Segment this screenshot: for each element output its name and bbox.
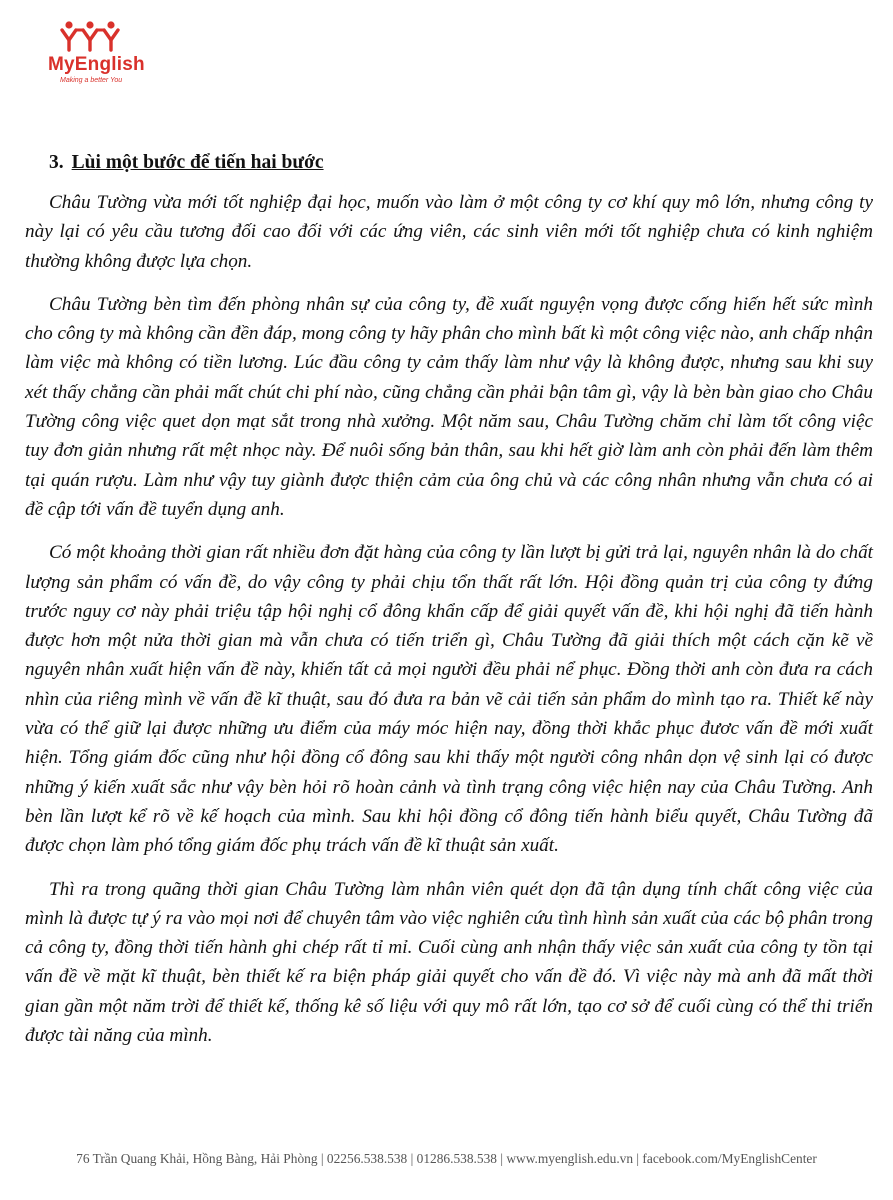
paragraph-3: Có một khoảng thời gian rất nhiều đơn đặt hàng của công ty lần lượt bị gửi trả lại, nguyên nhân là do chất lượng sản phẩm có vấn đề, do vậy công ty phải chịu tổn thất rất lớn. Hội đồng quản trị của công ty đứng trước nguy cơ này phải triệu tập hội nghị cổ đông khẩn cấp để giải quyết vấn đề, khi hội nghị đã tiến hành được hơn một nửa thời gian mà vẫn chưa có tiến triển gì, Châu Tường đã giải thích một cách cặn kẽ về nguyên nhân xuất hiện vấn đề này, khiến tất cả mọi người đều phải nể phục. Đồng thời anh còn đưa ra cách nhìn của riêng mình về vấn đề kĩ thuật, sau đó đưa ra bản vẽ cải tiến sản phẩm do mình tạo ra. Thiết kế này vừa có thể giữ lại được những ưu điểm của máy móc hiện nay, đồng thời khắc phục đươc vấn đề mới xuất hiện. Tổng giám đốc cũng như hội đồng cổ đông sau khi thấy một người công nhân dọn vệ sinh lại có được những ý kiến xuất sắc như vậy bèn hỏi rõ hoàn cảnh và tình trạng công việc hiện nay của Châu Tường. Anh bèn lần lượt kể rõ về kế hoạch của mình. Sau khi hội đồng cổ đông tiến hành biểu quyết, Châu Tường đã được chọn làm phó tổng giám đốc phụ trách vấn đề kĩ thuật sản xuất. — [25, 542, 873, 857]
brand-tagline: Making a better You — [60, 77, 123, 84]
paragraph-4: Thì ra trong quãng thời gian Châu Tường làm nhân viên quét dọn đã tận dụng tính chất công việc của mình là được tự ý ra vào mọi nơi để chuyên tâm vào việc nghiên cứu tình hình sản xuất của các bộ phân trong cả công ty, đồng thời tiến hành ghi chép rất tỉ mỉ. Cuối cùng anh nhận thấy việc sản xuất của công ty tồn tại vấn đề về mặt kĩ thuật, bèn thiết kế ra biện pháp giải quyết cho vấn đề đó. Vì việc này mà anh đã mất thời gian gần một năm trời để thiết kế, thống kê số liệu với quy mô rất lớn, tạo cơ sở để cuối cùng có thể thi triển được tài năng của mình. — [25, 878, 873, 1047]
section-title: Lùi một bước để tiến hai bước — [71, 152, 324, 173]
brand-name: MyEnglish — [48, 54, 145, 75]
section-number: 3. — [49, 152, 64, 173]
section-heading — [49, 148, 873, 178]
people-logo-icon — [60, 20, 120, 52]
brand-logo — [40, 20, 160, 90]
paragraph-1: Châu Tường vừa mới tốt nghiệp đại học, muốn vào làm ở một công ty cơ khí quy mô lớn, nhưng công ty này lại có yêu cầu tương đối cao đối với các ứng viên, các sinh viên mới tốt nghiệp chưa có kinh nghiệm thường không được lựa chọn. — [25, 192, 873, 272]
document-body — [25, 148, 873, 1064]
page-footer: 76 Trần Quang Khải, Hồng Bàng, Hải Phòng | 02256.538.538 | 01286.538.538 | www.myenglish.edu.vn | facebook.com/MyEnglishCenter — [76, 1151, 817, 1166]
paragraph-2: Châu Tường bèn tìm đến phòng nhân sự của công ty, đề xuất nguyện vọng được cống hiến hết sức mình cho công ty mà không cần đền đáp, mong công ty hãy phân cho mình bất kì một công việc nào, anh chấp nhận làm việc mà không có tiền lương. Lúc đầu công ty cảm thấy làm như vậy là không được, nhưng sau khi suy xét thấy chẳng cần phải mất chút chi phí nào, cũng chẳng cần phải bận tâm gì, vậy là bèn bàn giao cho Châu Tường công việc quet dọn mạt sắt trong nhà xưởng. Một năm sau, Châu Tường chăm chỉ làm tốt công việc tuy đơn giản nhưng rất mệt nhọc này. Để nuôi sống bản thân, sau khi hết giờ làm anh còn phải đến làm thêm tại quán rượu. Làm như vậy tuy giành được thiện cảm của ông chủ và các công nhân nhưng vẫn chưa có ai đề cập tới vấn đề tuyển dụng anh. — [25, 293, 873, 520]
